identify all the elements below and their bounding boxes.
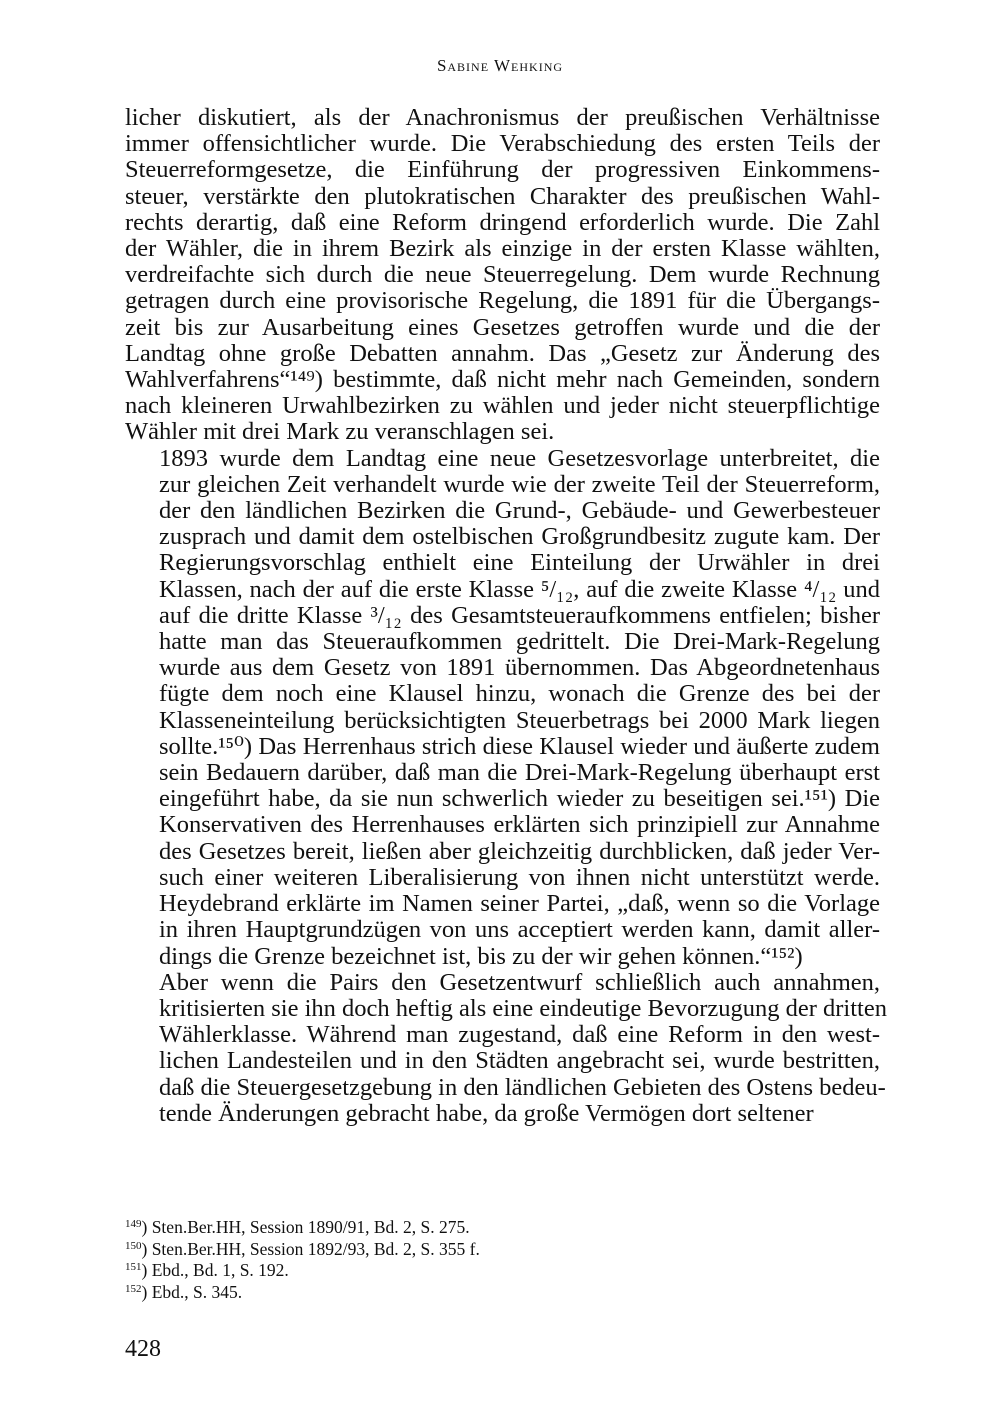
text-line: sollte.¹⁵⁰) Das Herrenhaus strich diese Klausel wieder und äußerte zudem (159, 732, 880, 760)
text-line: der den ländlichen Bezirken die Grund-, Gebäude- und Gewerbesteuer (159, 497, 880, 525)
text-line: steuer, verstärkte den plutokratischen Charakter des preußischen Wahl- (125, 182, 880, 210)
footnote-text: ) Sten.Ber.HH, Session 1890/91, Bd. 2, S. 275. (141, 1217, 470, 1237)
text-line: in ihren Hauptgrundzügen von uns acceptiert werden kann, damit aller- (159, 916, 880, 944)
text-line: 1893 wurde dem Landtag eine neue Gesetzesvorlage unterbreitet, die (159, 444, 880, 472)
footnote-text: ) Ebd., S. 345. (141, 1281, 243, 1302)
text-line: nach kleineren Urwahlbezirken zu wählen und jeder nicht steuerpflichtige (125, 392, 880, 420)
footnote-mark: 150 (125, 1239, 142, 1252)
footnote-151 (125, 1260, 880, 1282)
text-line: Wähler mit drei Mark zu veranschlagen sei. (125, 418, 555, 446)
text-line: dings die Grenze bezeichnet ist, bis zu der wir gehen können.“¹⁵²) (159, 942, 803, 970)
footnotes (125, 1217, 880, 1303)
text-line: Wahlverfahrens“¹⁴⁹) bestimmte, daß nicht mehr nach Gemeinden, sondern (125, 366, 880, 394)
page-number: 428 (125, 1336, 161, 1362)
text-line: Regierungsvorschlag enthielt eine Einteilung der Urwähler in drei (159, 549, 880, 577)
text-line: eingeführt habe, da sie nun schwerlich wieder zu beseitigen sei.¹⁵¹) Die (159, 785, 880, 813)
text-line: Aber wenn die Pairs den Gesetzentwurf schließlich auch annahmen, (159, 968, 880, 996)
text-line: daß die Steuergesetzgebung in den ländlichen Gebieten des Ostens bedeu- (159, 1073, 886, 1101)
text-line: kritisierten sie ihn doch heftig als eine eindeutige Bevorzugung der dritten (159, 994, 887, 1022)
text-line: getragen durch eine provisorische Regelung, die 1891 für die Übergangs- (125, 287, 880, 315)
text-line: such einer weiteren Liberalisierung von ihnen nicht unterstützt werde. (159, 863, 880, 891)
text-line: hatte man das Steueraufkommen gedrittelt. Die Drei-Mark-Regelung (159, 628, 880, 656)
footnote-149 (125, 1217, 880, 1239)
text-line: immer offensichtlicher wurde. Die Verabschiedung des ersten Teils der (125, 130, 880, 158)
text-line: lichen Landesteilen und in den Städten angebracht sei, wurde bestritten, (159, 1047, 880, 1075)
text-line: Klasseneinteilung berücksichtigten Steuerbetrags bei 2000 Mark liegen (159, 706, 880, 734)
text-line: verdreifachte sich durch die neue Steuerregelung. Dem wurde Rechnung (125, 261, 880, 289)
text-line: Landtag ohne große Debatten annahm. Das „Gesetz zur Änderung des (125, 339, 880, 367)
footnote-mark: 151 (125, 1261, 142, 1273)
text-line: fügte dem noch eine Klausel hinzu, wonach die Grenze des bei der (159, 680, 880, 708)
text-line: Wählerklasse. Während man zugestand, daß eine Reform in den west- (159, 1021, 880, 1049)
text-line: zeit bis zur Ausarbeitung eines Gesetzes getroffen wurde und die der (125, 313, 880, 341)
paragraph-3 (125, 968, 887, 1127)
body-text (125, 104, 887, 1127)
running-head: Sabine Wehking (436, 56, 564, 75)
text-line: rechts derartig, daß eine Reform dringend erforderlich wurde. Die Zahl (125, 208, 880, 236)
text-line: sein Bedauern darüber, daß man die Drei-Mark-Regelung überhaupt erst (159, 759, 880, 787)
footnote-text: ) Sten.Ber.HH, Session 1892/93, Bd. 2, S. 355 f. (141, 1238, 480, 1259)
text-line: auf die dritte Klasse ³/₁₂ des Gesamtsteueraufkommens entfielen; bisher (159, 601, 880, 629)
text-line: Steuerreformgesetze, die Einführung der progressiven Einkommens- (125, 156, 880, 184)
text-line: zur gleichen Zeit verhandelt wurde wie der zweite Teil der Steuerreform, (159, 470, 880, 498)
footnote-152 (125, 1282, 880, 1304)
text-line: licher diskutiert, als der Anachronismus der preußischen Verhältnisse (125, 104, 880, 131)
text-line: tende Änderungen gebracht habe, da große Vermögen dort seltener (159, 1099, 814, 1127)
footnote-mark: 149 (125, 1218, 142, 1230)
text-line: der Wähler, die in ihrem Bezirk als einzige in der ersten Klasse wählten, (125, 235, 880, 263)
text-line: Klassen, nach der auf die erste Klasse ⁵/₁₂, auf die zweite Klasse ⁴/₁₂ und (159, 575, 880, 603)
text-line: zusprach und damit dem ostelbischen Großgrundbesitz zugute kam. Der (159, 523, 880, 551)
footnote-text: ) Ebd., Bd. 1, S. 192. (141, 1260, 289, 1280)
text-line: des Gesetzes bereit, ließen aber gleichzeitig durchblicken, daß jeder Ver- (159, 837, 880, 865)
paragraph-1 (125, 105, 880, 446)
footnote-150 (125, 1239, 880, 1261)
footnote-mark: 152 (125, 1282, 142, 1295)
paragraph-2 (125, 446, 880, 970)
text-line: wurde aus dem Gesetz von 1891 übernommen. Das Abgeordnetenhaus (159, 654, 880, 682)
text-line: Konservativen des Herrenhauses erklärten sich prinzipiell zur Annahme (159, 811, 880, 839)
text-line: Heydebrand erklärte im Namen seiner Partei, „daß, wenn so die Vorlage (159, 890, 880, 918)
